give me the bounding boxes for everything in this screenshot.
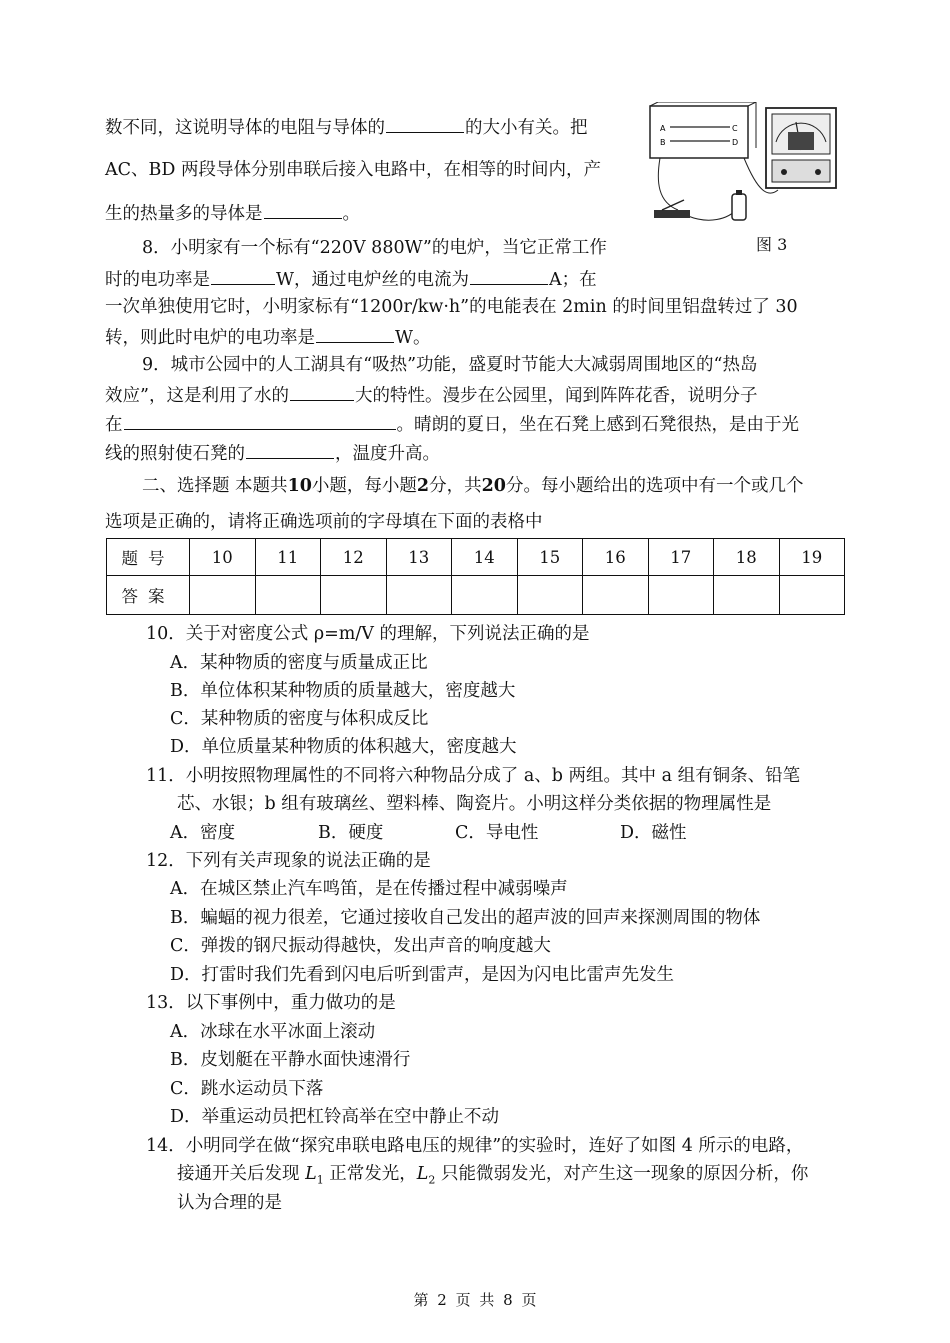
table-cell: 19 — [779, 539, 845, 576]
q10-option-a: A．某种物质的密度与质量成正比 — [170, 653, 428, 673]
q10-option-b: B．单位体积某种物质的质量越大，密度越大 — [170, 681, 516, 701]
text: 效应”，这是利用了水的 — [105, 386, 289, 406]
q12-option-a: A．在城区禁止汽车鸣笛，是在传播过程中减弱噪声 — [170, 879, 568, 899]
q11-stem2: 芯、水银；b 组有玻璃丝、塑料棒、陶瓷片。小明这样分类依据的物理属性是 — [177, 794, 772, 814]
answer-cell[interactable] — [583, 576, 649, 615]
table-cell: 12 — [321, 539, 387, 576]
label-a: A — [660, 124, 666, 133]
q14-stem1: 14．小明同学在做“探究串联电路电压的规律”的实验时，连好了如图 4 所示的电路， — [146, 1136, 804, 1156]
text: 分，共 — [429, 476, 482, 496]
subscript: 1 — [316, 1173, 324, 1187]
table-cell: 17 — [648, 539, 714, 576]
answer-table — [106, 538, 845, 615]
q13-option-a: A．冰球在水平冰面上滚动 — [170, 1022, 376, 1042]
text: 数不同，这说明导体的电阻与导体的 — [105, 118, 385, 138]
q9-line4 — [105, 440, 440, 466]
q8-line3: 一次单独使用它时，小明家标有“1200r/kw·h”的电能表在 2min 的时间里铝盘转过了 30 — [105, 297, 798, 317]
answer-cell[interactable] — [255, 576, 321, 615]
table-cell: 14 — [452, 539, 518, 576]
answer-blank[interactable] — [124, 411, 396, 430]
q13-option-b: B．皮划艇在平静水面快速滑行 — [170, 1050, 411, 1070]
q12-option-c: C．弹拨的钢尺振动得越快，发出声音的响度越大 — [170, 936, 551, 956]
q14-stem3: 认为合理的是 — [177, 1193, 282, 1213]
answer-blank[interactable] — [211, 266, 275, 285]
answer-cell[interactable] — [779, 576, 845, 615]
q8-line4 — [105, 324, 431, 350]
answer-cell[interactable] — [452, 576, 518, 615]
section2-heading — [142, 474, 803, 498]
count: 10 — [287, 476, 312, 496]
text: 分。每小题给出的选项中有一个或几个 — [505, 476, 804, 496]
text: W。 — [395, 328, 431, 348]
q11-option-b: B．硬度 — [318, 823, 384, 843]
text: A；在 — [549, 270, 597, 290]
text: 接通开关后发现 — [177, 1164, 306, 1184]
q11-option-c: C．导电性 — [455, 823, 539, 843]
q14-stem2 — [177, 1162, 808, 1193]
text: 二、选择题 本题共 — [142, 476, 288, 496]
text: 正常发光， — [323, 1164, 417, 1184]
table-cell: 15 — [517, 539, 583, 576]
q10-stem: 10．关于对密度公式 ρ=m/V 的理解，下列说法正确的是 — [146, 624, 590, 644]
answer-cell[interactable] — [648, 576, 714, 615]
q11-option-a: A．密度 — [170, 823, 236, 843]
q11-option-d: D．磁性 — [620, 823, 687, 843]
text-line — [105, 200, 360, 226]
text: 。晴朗的夏日，坐在石凳上感到石凳很热，是由于光 — [396, 415, 799, 435]
q13-option-d: D．举重运动员把杠铃高举在空中静止不动 — [170, 1107, 500, 1127]
text: 只能微弱发光，对产生这一现象的原因分析，你 — [435, 1164, 809, 1184]
q9-line3 — [105, 411, 799, 437]
text: 。 — [342, 204, 360, 224]
count: 20 — [481, 476, 506, 496]
figure-3-caption: 图 3 — [756, 235, 788, 254]
text: 时的电功率是 — [105, 270, 210, 290]
table-row — [107, 576, 845, 615]
q10-option-d: D．单位质量某种物质的体积越大，密度越大 — [170, 737, 517, 757]
text: 小题，每小题 — [311, 476, 417, 496]
table-row — [107, 539, 845, 576]
q11-stem1: 11．小明按照物理属性的不同将六种物品分成了 a、b 两组。其中 a 组有铜条、铅笔 — [146, 766, 801, 786]
table-cell: 10 — [190, 539, 256, 576]
subscript: 2 — [428, 1173, 436, 1187]
text: ，温度升高。 — [335, 444, 440, 464]
q8-line1: 8．小明家有一个标有“220V 880W”的电炉，当它正常工作 — [142, 238, 607, 258]
symbol-l: L — [305, 1164, 317, 1184]
q13-stem: 13．以下事例中，重力做功的是 — [146, 993, 396, 1013]
answer-cell[interactable] — [714, 576, 780, 615]
count: 2 — [416, 476, 430, 496]
text: W，通过电炉丝的电流为 — [276, 270, 469, 290]
text: 大的特性。漫步在公园里，闻到阵阵花香，说明分子 — [354, 386, 758, 406]
table-cell: 13 — [386, 539, 452, 576]
text-line: AC、BD 两段导体分别串联后接入电路中，在相等的时间内，产 — [105, 160, 601, 180]
answer-cell[interactable] — [190, 576, 256, 615]
text-line — [105, 114, 588, 140]
label-d: D — [732, 138, 739, 147]
page-footer: 第 2 页 共 8 页 — [413, 1291, 537, 1309]
section2-instruction: 选项是正确的，请将正确选项前的字母填在下面的表格中 — [105, 512, 543, 532]
text: 转，则此时电炉的电功率是 — [105, 328, 315, 348]
answer-cell[interactable] — [386, 576, 452, 615]
figure-3-apparatus — [648, 102, 846, 228]
label-b: B — [660, 138, 666, 147]
q9-line2 — [105, 382, 757, 408]
text: 生的热量多的导体是 — [105, 204, 263, 224]
answer-cell[interactable] — [517, 576, 583, 615]
text: 线的照射使石凳的 — [105, 444, 245, 464]
answer-blank[interactable] — [316, 324, 394, 343]
answer-blank[interactable] — [386, 114, 464, 133]
table-cell: 11 — [255, 539, 321, 576]
answer-blank[interactable] — [290, 382, 354, 401]
table-cell: 16 — [583, 539, 649, 576]
q12-option-d: D．打雷时我们先看到闪电后听到雷声，是因为闪电比雷声先发生 — [170, 965, 675, 985]
answer-cell[interactable] — [321, 576, 387, 615]
answer-blank[interactable] — [470, 266, 548, 285]
label-c: C — [732, 124, 738, 133]
row-label: 题号 — [107, 539, 190, 576]
row-label: 答案 — [107, 576, 190, 615]
q10-option-c: C．某种物质的密度与体积成反比 — [170, 709, 429, 729]
q8-line2 — [105, 266, 597, 292]
q12-option-b: B．蝙蝠的视力很差，它通过接收自己发出的超声波的回声来探测周围的物体 — [170, 908, 761, 928]
table-cell: 18 — [714, 539, 780, 576]
answer-blank[interactable] — [264, 200, 342, 219]
answer-blank[interactable] — [246, 440, 334, 459]
symbol-l: L — [416, 1164, 429, 1184]
q9-line1: 9．城市公园中的人工湖具有“吸热”功能，盛夏时节能大大减弱周围地区的“热岛 — [142, 355, 758, 375]
text: 的大小有关。把 — [465, 118, 588, 138]
text: 在 — [105, 415, 123, 435]
q12-stem: 12．下列有关声现象的说法正确的是 — [146, 851, 431, 871]
q13-option-c: C．跳水运动员下落 — [170, 1079, 324, 1099]
